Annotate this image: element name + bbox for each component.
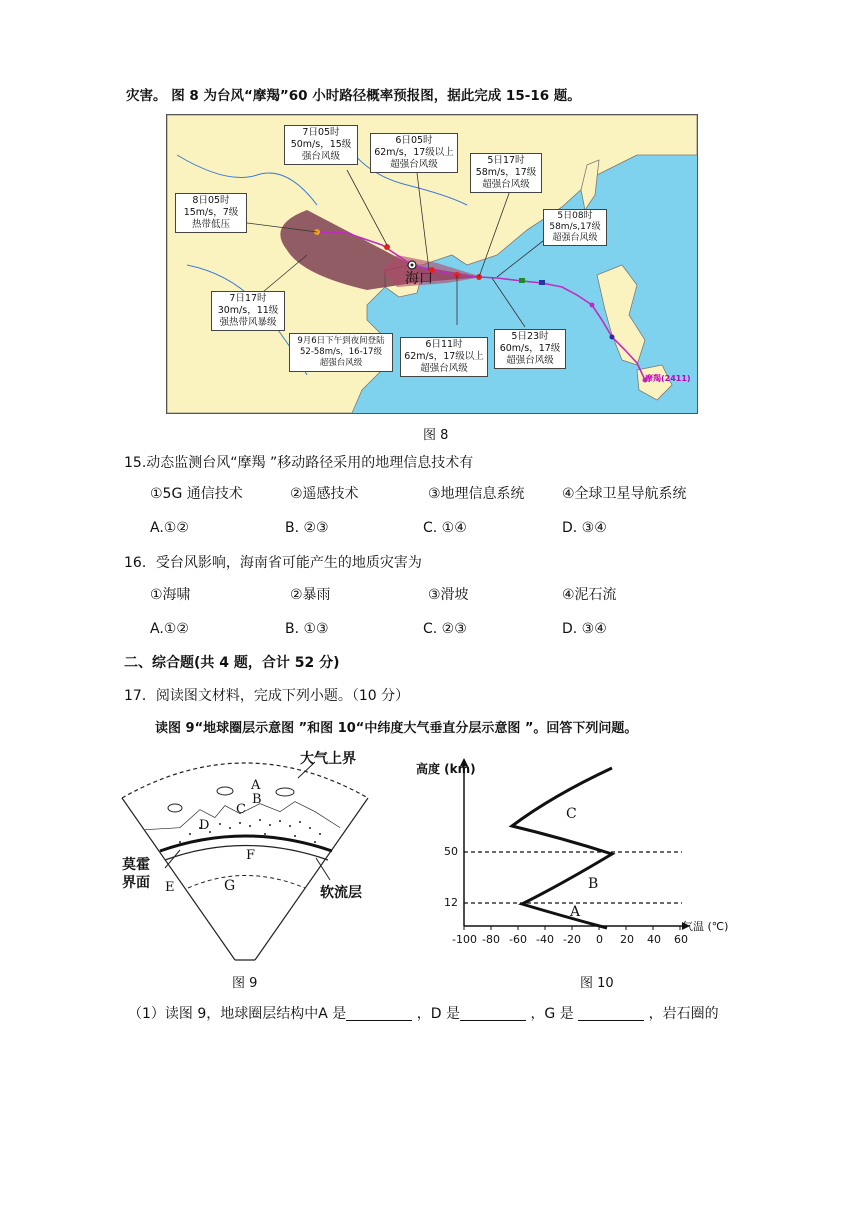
q17-intro: 读图 9“地球圈层示意图 ”和图 10“中纬度大气垂直分层示意图 ”。回答下列问题。 [155,721,638,736]
q17-1-part1: （1）读图 9，地球圈层结构中A 是 [128,1006,347,1022]
q15-item-2: ②遥感技术 [290,486,359,502]
q16-stem: 16．受台风影响，海南省可能产生的地质灾害为 [124,555,422,571]
label-b: B [252,792,262,807]
q15-stem: 15.动态监测台风“摩羯 ”移动路径采用的地理信息技术有 [124,455,474,471]
layer-label-a: A [570,904,581,920]
label-f: F [246,848,256,863]
x-axis-title: 气温 (℃) [682,920,729,933]
earth-spheres-diagram [120,748,370,963]
y-tick-12: 12 [444,896,458,909]
label-d: D [199,818,210,833]
layer-label-c: C [566,806,577,822]
x-tick: 60 [674,933,688,946]
typhoon-forecast-map [166,114,698,414]
q16-item-1: ①海啸 [150,587,191,603]
q16-item-2: ②暴雨 [290,587,331,603]
label-g: G [224,878,236,894]
figure8-caption: 图 8 [423,428,449,443]
intro-line: 灾害。 图 8 为台风“摩羯”60 小时路径概率预报图，据此完成 15-16 题。 [126,88,581,104]
x-tick: 20 [620,933,634,946]
x-tick: -60 [509,933,527,946]
label-a: A [251,778,261,793]
forecast-box-5d23: 5日23时 60m/s，17级 超强台风级 [494,329,566,369]
x-tick: -100 [452,933,477,946]
section2-heading: 二、综合题(共 4 题，合计 52 分) [124,655,340,671]
figure9-caption: 图 9 [232,976,258,991]
label-atmosphere-top: 大气上界 [300,751,356,767]
q16-choice-a: A.①② [150,621,189,637]
q15-choice-a: A.①② [150,520,189,536]
answer-blank-g[interactable] [578,1006,644,1021]
q15-choice-c: C. ①④ [423,520,467,536]
q16-item-3: ③滑坡 [428,587,469,603]
q15-item-4: ④全球卫星导航系统 [562,486,687,502]
forecast-box-5d08: 5日08时 58m/s,17级 超强台风级 [543,209,607,246]
q15-choice-d: D. ③④ [562,520,607,536]
figure10-caption: 图 10 [580,976,614,991]
q15-item-1: ①5G 通信技术 [150,486,243,502]
x-ticks [452,933,702,947]
typhoon-name-label: 摩羯(2411) [645,374,691,383]
q17-1-part4: ，岩石圈的 [648,1006,719,1022]
label-e: E [165,880,175,895]
forecast-box-6d11: 6日11时 62m/s，17级以上 超强台风级 [400,337,488,377]
x-tick: 40 [647,933,661,946]
label-asthenosphere: 软流层 [320,885,362,901]
q17-1-part2: ，D 是 [416,1006,460,1022]
q17-1-line [128,1004,719,1024]
x-tick: 0 [596,933,603,946]
forecast-box-7d17: 7日17时 30m/s，11级 强热带风暴级 [211,291,285,331]
forecast-box-6d05: 6日05时 62m/s，17级以上 超强台风级 [370,133,458,173]
q16-choice-d: D. ③④ [562,621,607,637]
q15-choice-b: B. ②③ [285,520,329,536]
label-c: C [236,802,246,817]
q17-1-part3: ，G 是 [530,1006,574,1022]
label-moho-2: 界面 [122,875,150,891]
q16-choice-c: C. ②③ [423,621,467,637]
forecast-box-8d05: 8日05时 15m/s，7级 热带低压 [175,193,247,233]
answer-blank-a[interactable] [346,1006,412,1021]
q16-choice-b: B. ①③ [285,621,329,637]
haikou-label: 海口 [405,271,433,287]
x-tick: -40 [536,933,554,946]
forecast-box-7d05: 7日05时 50m/s，15级 强台风级 [284,125,358,165]
forecast-box-5d17: 5日17时 58m/s，17级 超强台风级 [470,153,542,193]
q16-item-4: ④泥石流 [562,587,617,603]
y-tick-50: 50 [444,845,458,858]
layer-label-b: B [588,876,599,892]
label-moho-1: 莫霍 [122,857,150,873]
x-tick: -80 [482,933,500,946]
answer-blank-d[interactable] [460,1006,526,1021]
q17-stem: 17．阅读图文材料，完成下列小题。（10 分） [124,688,410,704]
y-axis-title: 高度 (km) [416,762,476,776]
x-tick: -20 [563,933,581,946]
forecast-box-landfall: 9月6日下午到夜间登陆 52-58m/s，16-17级 超强台风级 [289,333,393,372]
atmosphere-layers-chart [416,756,742,956]
q15-item-3: ③地理信息系统 [428,486,525,502]
